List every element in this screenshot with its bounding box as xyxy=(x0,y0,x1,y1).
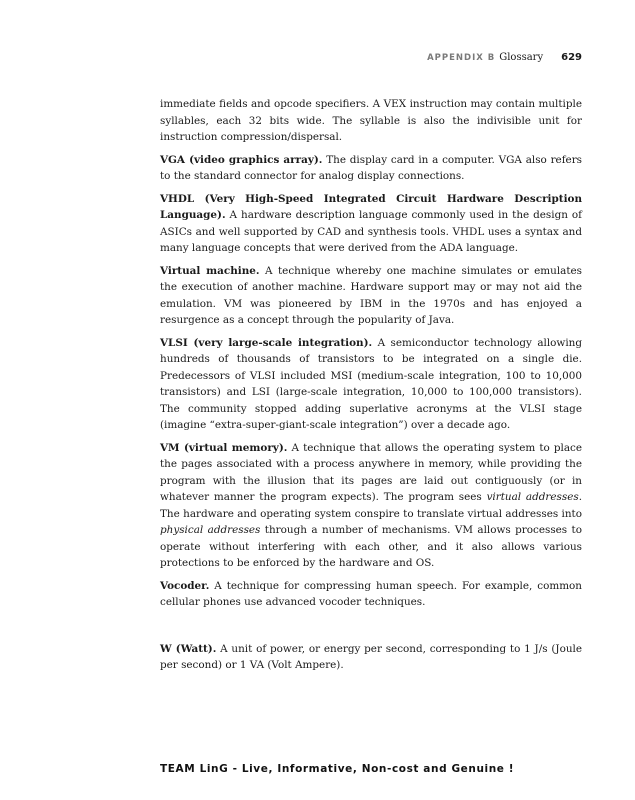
glossary-entry-vocoder xyxy=(160,578,582,611)
entry-term: VHDL (Very High-Speed Integrated Circuit Hardware Description Language). xyxy=(160,192,582,221)
entry-term: W (Watt). xyxy=(160,642,217,655)
continued-paragraph xyxy=(160,96,582,146)
glossary-entry-vlsi xyxy=(160,335,582,434)
entry-term: VM (virtual memory). xyxy=(160,441,288,454)
glossary-entry-virtual-machine xyxy=(160,263,582,329)
entry-emphasis: physical addresses xyxy=(160,524,261,536)
page-number: 629 xyxy=(561,52,582,63)
header-appendix-label: APPENDIX B xyxy=(427,53,496,63)
entry-term: Virtual machine. xyxy=(160,264,260,277)
glossary-entry-vhdl xyxy=(160,191,582,257)
header-section-title: Glossary xyxy=(499,52,544,63)
entry-term: VLSI (very large-scale integration). xyxy=(160,336,373,349)
running-header xyxy=(427,52,582,63)
entry-definition: The display card in a computer. VGA also refers to the standard connector for analog display connections. xyxy=(160,153,583,182)
entry-definition: A semiconductor technology allowing hundreds of thousands of transistors to be integrated on a single die. Predecessors of VLSI included MSI (medium-scale integration, 100 to 10,000 transistors) and LSI (large-scale integration, 10,000 to 100,000 transistors). The community stopped adding superlative acronyms at the VLSI stage (imagine “extra-super-giant-scale integration”) over a decade ago. xyxy=(160,336,582,431)
entry-emphasis: virtual addresses xyxy=(486,491,579,503)
entry-term: VGA (video graphics array). xyxy=(160,153,323,166)
glossary-entry-vm xyxy=(160,440,582,572)
entry-definition: A unit of power, or energy per second, corresponding to 1 J/s (Joule per second) or 1 VA (Volt Ampere). xyxy=(160,642,582,671)
glossary-body xyxy=(160,96,582,680)
continued-text: immediate fields and opcode specifiers. A VEX instruction may contain multiple syllables, each 32 bits wide. The syllable is also the indivisible unit for instruction compression/dispersal. xyxy=(160,98,582,143)
entry-definition-cont: . The hardware and operating system conspire to translate virtual addresses into xyxy=(160,491,583,520)
entry-definition: A technique for compressing human speech. For example, common cellular phones use advanced vocoder techniques. xyxy=(160,579,582,608)
entry-definition: A hardware description language commonly used in the design of ASICs and well supported by CAD and synthesis tools. VHDL uses a syntax and many language concepts that were derived from the ADA language. xyxy=(160,209,582,254)
entry-definition: A technique whereby one machine simulates or emulates the execution of another machine. Hardware support may or may not aid the emulation. VM was pioneered by IBM in the 1970s and has enjoyed a resurgence as a concept through the popularity of Java. xyxy=(160,264,583,326)
footer-banner: TEAM LinG - Live, Informative, Non-cost and Genuine ! xyxy=(160,763,515,775)
entry-term: Vocoder. xyxy=(160,579,210,592)
glossary-entry-watt xyxy=(160,641,582,674)
entry-definition: A technique that allows the operating system to place the pages associated with a process anywhere in memory, while providing the program with the illusion that its pages are laid out contiguously (or in whatever manner the program expects). The program sees xyxy=(160,441,582,503)
glossary-entry-vga xyxy=(160,152,582,185)
entry-definition-end: through a number of mechanisms. VM allows processes to operate without interfering with each other, and it also allows various protections to be enforced by the hardware and OS. xyxy=(160,524,582,569)
